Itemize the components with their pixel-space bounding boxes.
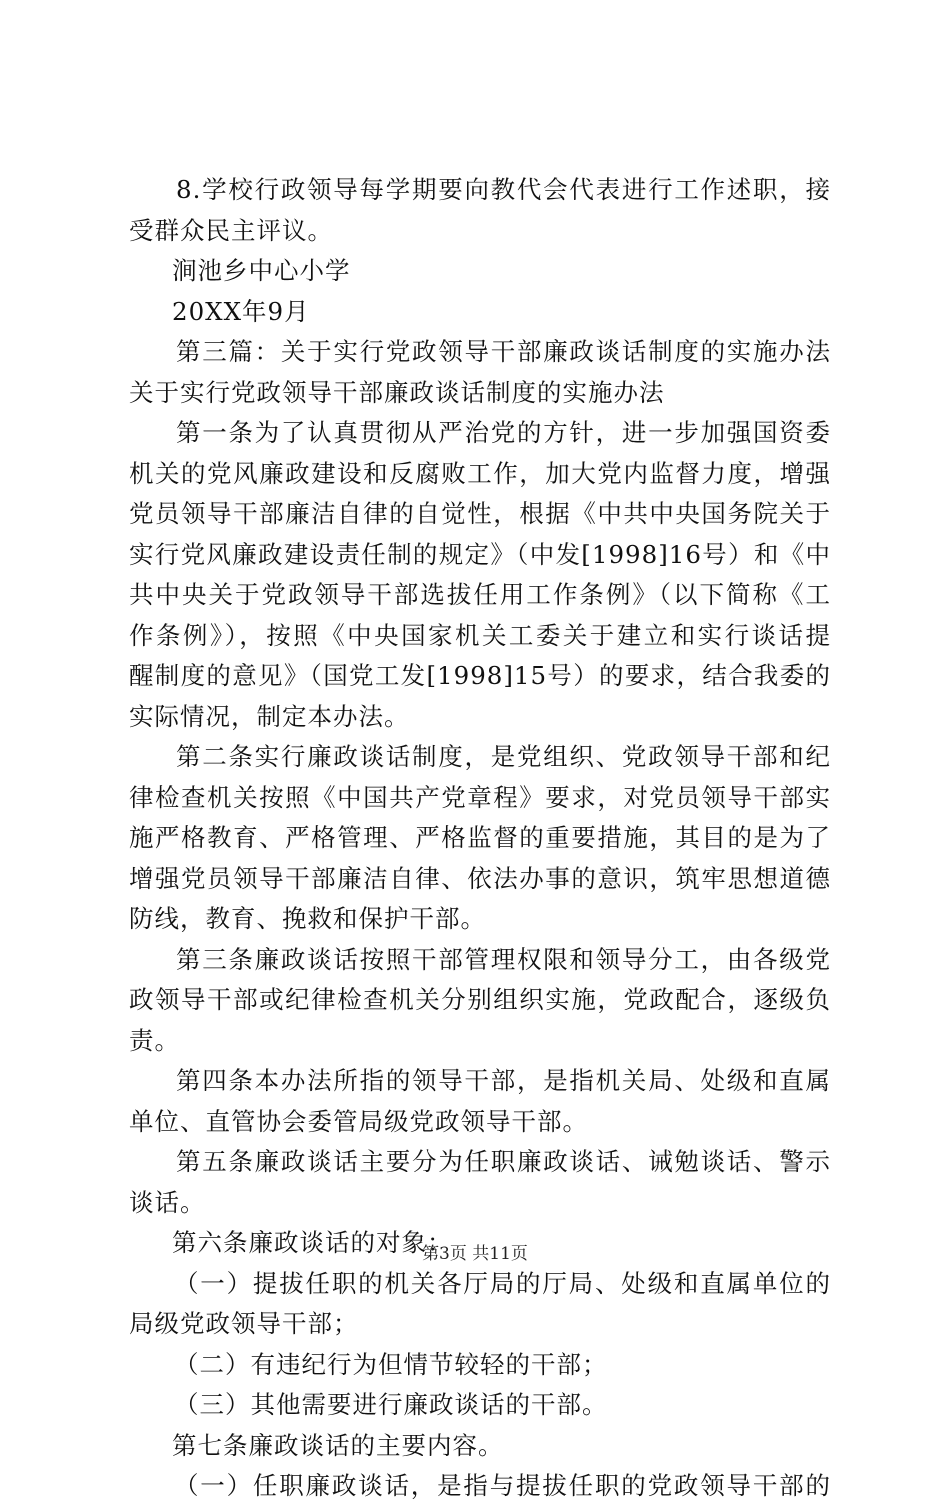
text-line: 第三条廉政谈话按照干部管理权限和领导分工，由各级党 bbox=[176, 944, 831, 974]
text-line: 机关的党风廉政建设和反腐败工作，加大党内监督力度，增强 bbox=[129, 458, 831, 488]
text-line: 党员领导干部廉洁自律的自觉性，根据《中共中央国务院关于 bbox=[129, 499, 831, 528]
text-line: 政领导干部或纪律检查机关分别组织实施，党政配合，逐级负 bbox=[129, 985, 831, 1014]
text-line: 受群众民主评议。 bbox=[129, 215, 333, 245]
text-line: 防线，教育、挽救和保护干部。 bbox=[129, 904, 486, 933]
text-line: 单位、直管协会委管局级党政领导干部。 bbox=[129, 1106, 588, 1136]
text-line: 施严格教育、严格管理、严格监督的重要措施，其目的是为了 bbox=[129, 823, 831, 852]
text-line: 律检查机关按照《中国共产党章程》要求，对党员领导干部实 bbox=[129, 782, 831, 812]
section-title: 第三篇：关于实行党政领导干部廉政谈话制度的实施办法 bbox=[176, 337, 831, 366]
text-line: 局级党政领导干部； bbox=[129, 1309, 359, 1338]
text-line: 8.学校行政领导每学期要向教代会代表进行工作述职，接 bbox=[176, 175, 831, 204]
text-line: 责。 bbox=[129, 1025, 180, 1055]
text-line: 共中央关于党政领导干部选拔任用工作条例》（以下简称《工 bbox=[129, 580, 831, 609]
text-line: 第二条实行廉政谈话制度，是党组织、党政领导干部和纪 bbox=[176, 742, 831, 771]
text-line: 增强党员领导干部廉洁自律、依法办事的意识，筑牢思想道德 bbox=[129, 863, 831, 893]
text-line: 第七条廉政谈话的主要内容。 bbox=[172, 1430, 504, 1460]
list-item: （一）提拔任职的机关各厅局的厅局、处级和直属单位的 bbox=[174, 1268, 831, 1298]
text-line: 第六条廉政谈话的对象： bbox=[172, 1228, 453, 1257]
document-body bbox=[129, 170, 831, 1507]
text-line: 作条例》），按照《中央国家机关工委关于建立和实行谈话提 bbox=[129, 620, 831, 650]
page-number-footer: 第3页 共11页 bbox=[422, 1244, 528, 1264]
text-line: 醒制度的意见》（国党工发[1998]15号）的要求，结合我委的 bbox=[129, 661, 831, 690]
text-line: 第五条廉政谈话主要分为任职廉政谈话、诫勉谈话、警示 bbox=[176, 1147, 831, 1176]
text-line: 实际情况，制定本办法。 bbox=[129, 701, 410, 731]
date-line: 20XX年9月 bbox=[172, 296, 310, 326]
article-title: 关于实行党政领导干部廉政谈话制度的实施办法 bbox=[129, 377, 665, 407]
list-item: （一）任职廉政谈话，是指与提拔任职的党政领导干部的 bbox=[174, 1471, 831, 1500]
list-item: （二）有违纪行为但情节较轻的干部； bbox=[174, 1349, 608, 1379]
text-line: 谈话。 bbox=[129, 1187, 206, 1217]
text-line: 第一条为了认真贯彻从严治党的方针，进一步加强国资委 bbox=[176, 418, 831, 447]
text-line: 实行党风廉政建设责任制的规定》（中发[1998]16号）和《中 bbox=[129, 539, 831, 569]
school-name: 涧池乡中心小学 bbox=[172, 256, 351, 285]
text-line: 第四条本办法所指的领导干部，是指机关局、处级和直属 bbox=[176, 1066, 831, 1095]
list-item: （三）其他需要进行廉政谈话的干部。 bbox=[174, 1390, 608, 1419]
